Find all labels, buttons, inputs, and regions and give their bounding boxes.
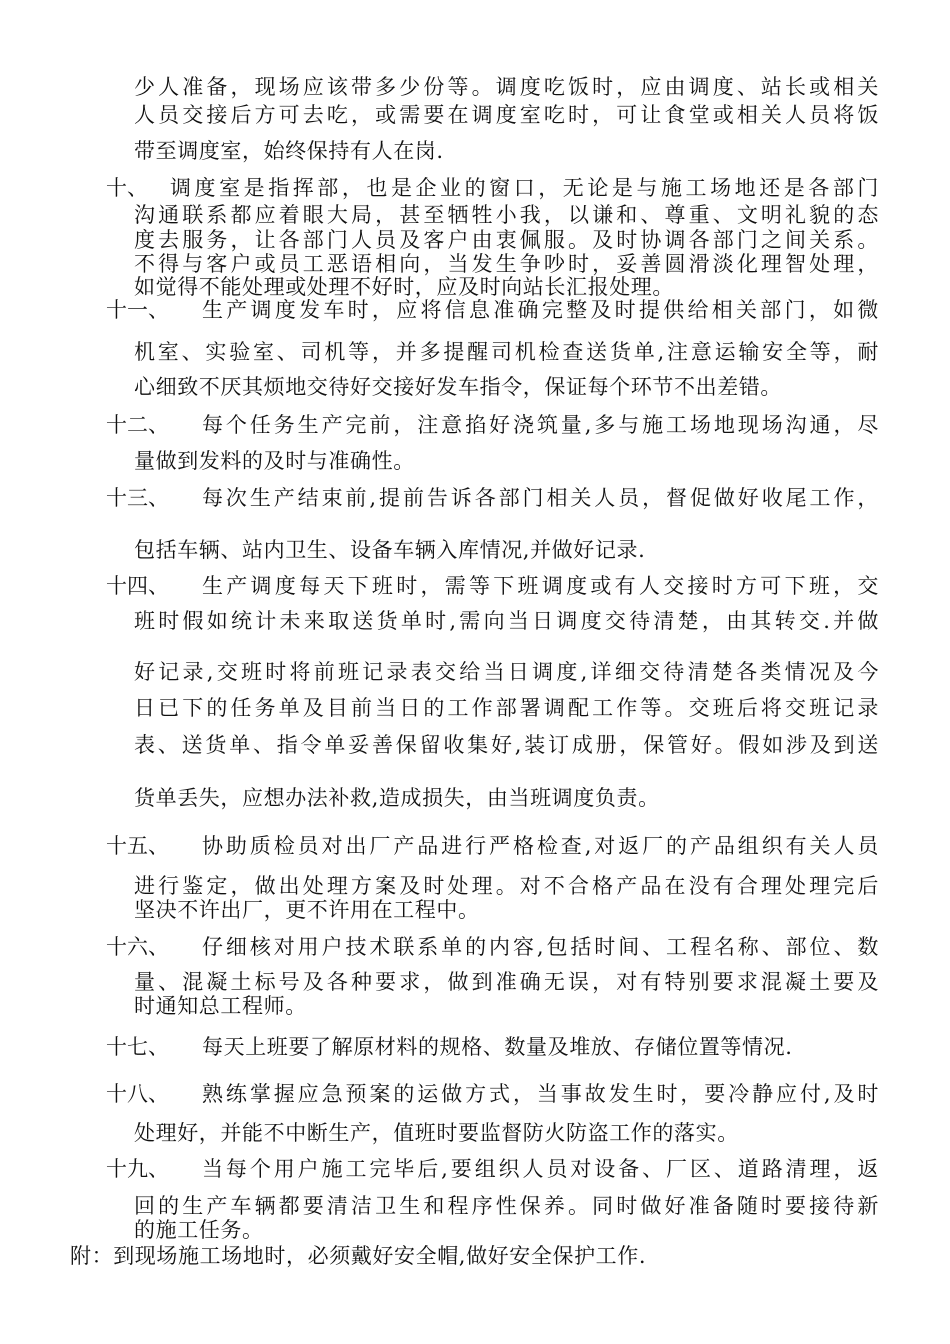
paragraph-line: 机室、实验室、司机等，并多提醒司机检查送货单,注意运输安全等，耐 (134, 340, 879, 364)
paragraph-line: 时通知总工程师。 (134, 994, 307, 1018)
paragraph-line: 好记录,交班时将前班记录表交给当日调度,详细交待清楚各类情况及今 (134, 660, 879, 684)
paragraph-line: 包括车辆、站内卫生、设备车辆入库情况,并做好记录. (134, 538, 646, 562)
paragraph-line: 的施工任务。 (134, 1218, 264, 1242)
item-number: 十二、 (106, 413, 169, 437)
paragraph-line: 不得与客户或员工恶语相向，当发生争吵时，妥善圆滑淡化理智处理， (134, 252, 879, 276)
paragraph-line: 日已下的任务单及目前当日的工作部署调配工作等。交班后将交班记录 (134, 696, 879, 720)
paragraph-line: 货单丢失，应想办法补救,造成损失，由当班调度负责。 (134, 786, 660, 810)
paragraph-line: 班时假如统计未来取送货单时,需向当日调度交待清楚，由其转交.并做 (134, 609, 879, 633)
paragraph-line: 量、混凝土标号及各种要求，做到准确无误，对有特别要求混凝土要及 (134, 970, 879, 994)
paragraph-line: 人员交接后方可去吃，或需要在调度室吃时，可让食堂或相关人员将饭 (134, 103, 879, 127)
paragraph-line: 带至调度室，始终保持有人在岗. (134, 139, 444, 163)
paragraph-line: 量做到发料的及时与准确性。 (134, 449, 415, 473)
paragraph-line: 调度室是指挥部，也是企业的窗口，无论是与施工场地还是各部门 (170, 176, 879, 200)
paragraph-line: 仔细核对用户技术联系单的内容,包括时间、工程名称、部位、数 (202, 935, 879, 959)
paragraph-line: 每次生产结束前,提前告诉各部门相关人员，督促做好收尾工作， (202, 486, 879, 510)
paragraph-line: 进行鉴定，做出处理方案及时处理。对不合格产品在没有合理处理完后 (134, 874, 879, 898)
paragraph-line: 生产调度发车时，应将信息准确完整及时提供给相关部门，如微 (202, 298, 879, 322)
paragraph-line: 坚决不许出厂，更不许用在工程中。 (134, 898, 480, 922)
item-number: 十五、 (106, 834, 169, 858)
note-line: 附：到现场施工场地时，必须戴好安全帽,做好安全保护工作. (70, 1244, 647, 1268)
paragraph-line: 协助质检员对出厂产品进行严格检查,对返厂的产品组织有关人员 (202, 834, 879, 858)
item-number: 十一、 (106, 298, 169, 322)
item-number: 十、 (106, 176, 148, 200)
paragraph-line: 度去服务，让各部门人员及客户由衷佩服。及时协调各部门之间关系。 (134, 228, 879, 252)
item-number: 十三、 (106, 486, 169, 510)
paragraph-line: 如觉得不能处理或处理不好时，应及时向站长汇报处理。 (134, 275, 674, 299)
item-number: 十九、 (106, 1157, 169, 1181)
item-number: 十四、 (106, 574, 169, 598)
paragraph-line: 熟练掌握应急预案的运做方式，当事故发生时，要冷静应付,及时 (202, 1082, 879, 1106)
paragraph-line: 每天上班要了解原材料的规格、数量及堆放、存储位置等情况. (202, 1035, 793, 1059)
paragraph-line: 处理好，并能不中断生产，值班时要监督防火防盗工作的落实。 (134, 1121, 739, 1145)
paragraph-line: 当每个用户施工完毕后,要组织人员对设备、厂区、道路清理，返 (202, 1157, 879, 1181)
item-number: 十六、 (106, 935, 169, 959)
paragraph-line: 每个任务生产完前，注意掐好浇筑量,多与施工场地现场沟通，尽 (202, 413, 879, 437)
paragraph-line: 回的生产车辆都要清洁卫生和程序性保养。同时做好准备随时要接待新 (134, 1194, 879, 1218)
paragraph-line: 心细致不厌其烦地交待好交接好发车指令，保证每个环节不出差错。 (134, 375, 782, 399)
paragraph-line: 沟通联系都应着眼大局，甚至牺牲小我，以谦和、尊重、文明礼貌的态 (134, 203, 879, 227)
paragraph-line: 生产调度每天下班时，需等下班调度或有人交接时方可下班，交 (202, 574, 879, 598)
paragraph-line: 表、送货单、指令单妥善保留收集好,装订成册，保管好。假如涉及到送 (134, 733, 879, 757)
paragraph-line: 少人准备，现场应该带多少份等。调度吃饭时，应由调度、站长或相关 (134, 75, 879, 99)
item-number: 十七、 (106, 1035, 169, 1059)
item-number: 十八、 (106, 1082, 169, 1106)
